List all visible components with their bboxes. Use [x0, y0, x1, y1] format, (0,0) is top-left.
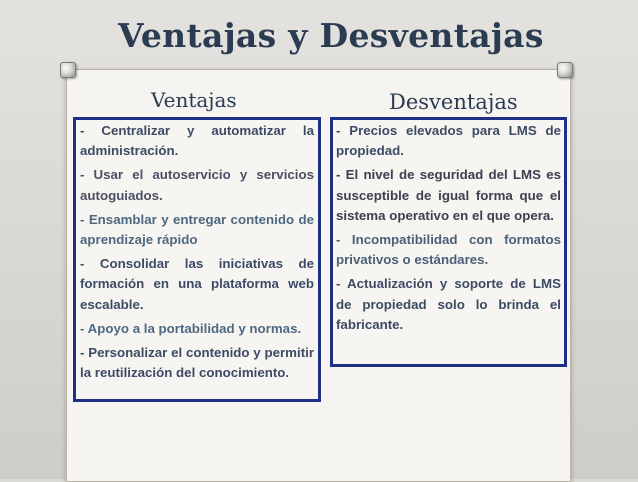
ventajas-list: [80, 121, 314, 387]
slide-title: Ventajas y Desventajas: [118, 16, 544, 55]
desventajas-item: - Incompatibilidad con formatos privativos o estándares.: [336, 232, 561, 268]
desventajas-list: [336, 121, 561, 339]
ventajas-item: - Personalizar el contenido y permitir la reutilización del conocimiento.: [80, 345, 314, 381]
pushpin-icon-right: [557, 62, 573, 78]
ventajas-item: - Consolidar las iniciativas de formación en una plataforma web escalable.: [80, 256, 314, 312]
ventajas-item: - Usar el autoservicio y servicios autoguiados.: [80, 167, 314, 203]
ventajas-heading: Ventajas: [151, 88, 237, 112]
desventajas-heading: Desventajas: [389, 90, 518, 114]
pushpin-icon-left: [60, 62, 76, 78]
ventajas-item: - Ensamblar y entregar contenido de aprendizaje rápido: [80, 211, 314, 248]
ventajas-item: - Centralizar y automatizar la administración.: [80, 123, 314, 159]
desventajas-item: - El nivel de seguridad del LMS es susceptible de igual forma que el sistema operativo en el que opera.: [336, 167, 561, 223]
desventajas-item: - Actualización y soporte de LMS de propiedad solo lo brinda el fabricante.: [336, 276, 561, 332]
ventajas-item: - Apoyo a la portabilidad y normas.: [80, 320, 302, 336]
desventajas-item: - Precios elevados para LMS de propiedad.: [336, 123, 561, 159]
